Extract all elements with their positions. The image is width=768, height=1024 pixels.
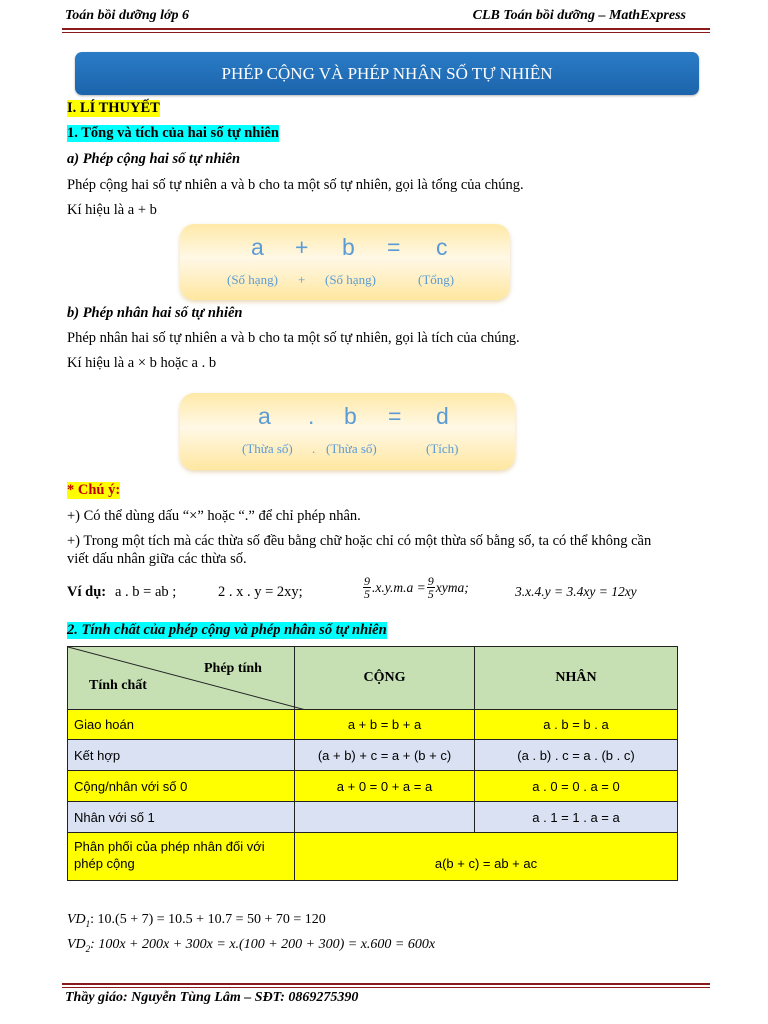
property-name: Cộng/nhân với số 0 <box>68 771 295 802</box>
property-name: Nhân với số 1 <box>68 802 295 833</box>
properties-table <box>67 646 678 881</box>
property-name: Kết hợp <box>68 740 295 771</box>
addition-formula-box <box>180 224 510 300</box>
footer-rule-thin <box>62 987 710 988</box>
header-right: CLB Toán bồi dưỡng – MathExpress <box>472 8 686 23</box>
property-name-line-1: Phân phối của phép nhân đối với <box>74 839 265 854</box>
formula-d: d <box>436 403 449 429</box>
vd2-expression: : 100x + 200x + 300x = x.(100 + 200 + 300) = x.600 = 600x <box>90 937 436 952</box>
footer-text: Thầy giáo: Nguyễn Tùng Lâm – SĐT: 0869275390 <box>65 990 359 1005</box>
example-2: 2 . x . y = 2xy; <box>218 584 303 600</box>
multiply-formula: a . 1 = 1 . a = a <box>475 802 678 833</box>
column-header-multiply: NHÂN <box>475 647 678 710</box>
example-4: 3.x.4.y = 3.4xy = 12xy <box>515 584 637 599</box>
property-name <box>68 833 295 881</box>
property-name: Giao hoán <box>68 710 295 740</box>
formula-eq: = <box>388 403 402 429</box>
add-formula <box>295 802 475 833</box>
subsection-title-1: 1. Tổng và tích của hai số tự nhiên <box>67 125 279 141</box>
fraction-numerator: 9 <box>427 574 434 588</box>
formula-b: b <box>342 234 355 260</box>
add-formula: a + 0 = 0 + a = a <box>295 771 475 802</box>
multiplication-symbol: Kí hiệu là a × b hoặc a . b <box>67 355 217 371</box>
label-sum: (Tổng) <box>418 272 455 287</box>
multiplication-heading: b) Phép nhân hai số tự nhiên <box>67 305 243 321</box>
fraction-numerator: 9 <box>364 574 370 588</box>
vd2-subscript: 2 <box>85 943 91 954</box>
subsection-title-2: 2. Tính chất của phép cộng và phép nhân số tự nhiên <box>67 622 387 638</box>
note-1: +) Có thể dùng dấu “×” hoặc “.” để chỉ phép nhân. <box>67 508 361 524</box>
example-vd2 <box>67 937 435 954</box>
vd1-subscript: 1 <box>85 918 91 929</box>
example-vd1 <box>67 912 326 929</box>
header-rule-thin <box>62 32 710 33</box>
add-formula: a + b = b + a <box>295 710 475 740</box>
table-corner-cell <box>68 647 295 710</box>
example-3-middle: .x.y.m.a = <box>372 579 426 595</box>
vd2-label: VD <box>67 937 86 952</box>
formula-dot: . <box>308 403 315 429</box>
column-header-add: CỘNG <box>295 647 475 710</box>
multiplication-formula-box <box>180 393 515 470</box>
formula-plus: + <box>295 234 309 260</box>
multiplication-definition: Phép nhân hai số tự nhiên a và b cho ta một số tự nhiên, gọi là tích của chúng. <box>67 330 520 346</box>
footer-rule <box>62 983 710 985</box>
header-left: Toán bồi dưỡng lớp 6 <box>65 8 190 23</box>
corner-property-label: Tính chất <box>89 678 147 693</box>
add-formula: (a + b) + c = a + (b + c) <box>295 740 475 771</box>
label-dot: . <box>312 441 316 456</box>
note-2-line-1: +) Trong một tích mà các thừa số đều bằng chữ hoặc chỉ có một thừa số bằng số, ta có thể không cần <box>67 533 652 549</box>
example-3-end: xyma; <box>435 579 469 595</box>
label-product: (Tích) <box>426 441 459 456</box>
formula-c: c <box>436 234 448 260</box>
section-title: I. LÍ THUYẾT <box>67 100 160 116</box>
table-row <box>68 710 678 740</box>
formula-a: a <box>251 234 264 260</box>
formula-a: a <box>258 403 271 429</box>
table-row <box>68 802 678 833</box>
multiply-formula: a . b = b . a <box>475 710 678 740</box>
example-1: a . b = ab ; <box>115 584 177 600</box>
label-addend-1: (Số hạng) <box>227 272 278 287</box>
distributive-formula: a(b + c) = ab + ac <box>295 833 678 881</box>
addition-heading: a) Phép cộng hai số tự nhiên <box>67 151 241 167</box>
table-row <box>68 771 678 802</box>
formula-b: b <box>344 403 357 429</box>
header-rule <box>62 28 710 30</box>
example-3 <box>362 575 469 600</box>
table-row <box>68 740 678 771</box>
fraction-denominator: 5 <box>364 587 370 601</box>
page-title-banner: PHÉP CỘNG VÀ PHÉP NHÂN SỐ TỰ NHIÊN <box>75 52 699 95</box>
addition-definition: Phép cộng hai số tự nhiên a và b cho ta một số tự nhiên, gọi là tổng của chúng. <box>67 177 524 193</box>
note-2-line-2: viết dấu nhân giữa các thừa số. <box>67 551 247 567</box>
note-title: * Chú ý: <box>67 482 121 498</box>
multiply-formula: (a . b) . c = a . (b . c) <box>475 740 678 771</box>
corner-operation-label: Phép tính <box>204 661 262 676</box>
formula-eq: = <box>387 234 401 260</box>
multiply-formula: a . 0 = 0 . a = 0 <box>475 771 678 802</box>
label-factor-1: (Thừa số) <box>242 441 293 456</box>
property-name-line-2: phép cộng <box>74 856 135 871</box>
label-addend-2: (Số hạng) <box>325 272 376 287</box>
vd1-label: VD <box>67 912 86 927</box>
fraction-denominator: 5 <box>427 587 434 601</box>
addition-symbol: Kí hiệu là a + b <box>67 202 157 218</box>
vd1-expression: : 10.(5 + 7) = 10.5 + 10.7 = 50 + 70 = 120 <box>90 912 326 927</box>
table-row <box>68 833 678 881</box>
label-plus: + <box>298 272 306 287</box>
example-label: Ví dụ: <box>67 584 107 600</box>
label-factor-2: (Thừa số) <box>326 441 377 456</box>
